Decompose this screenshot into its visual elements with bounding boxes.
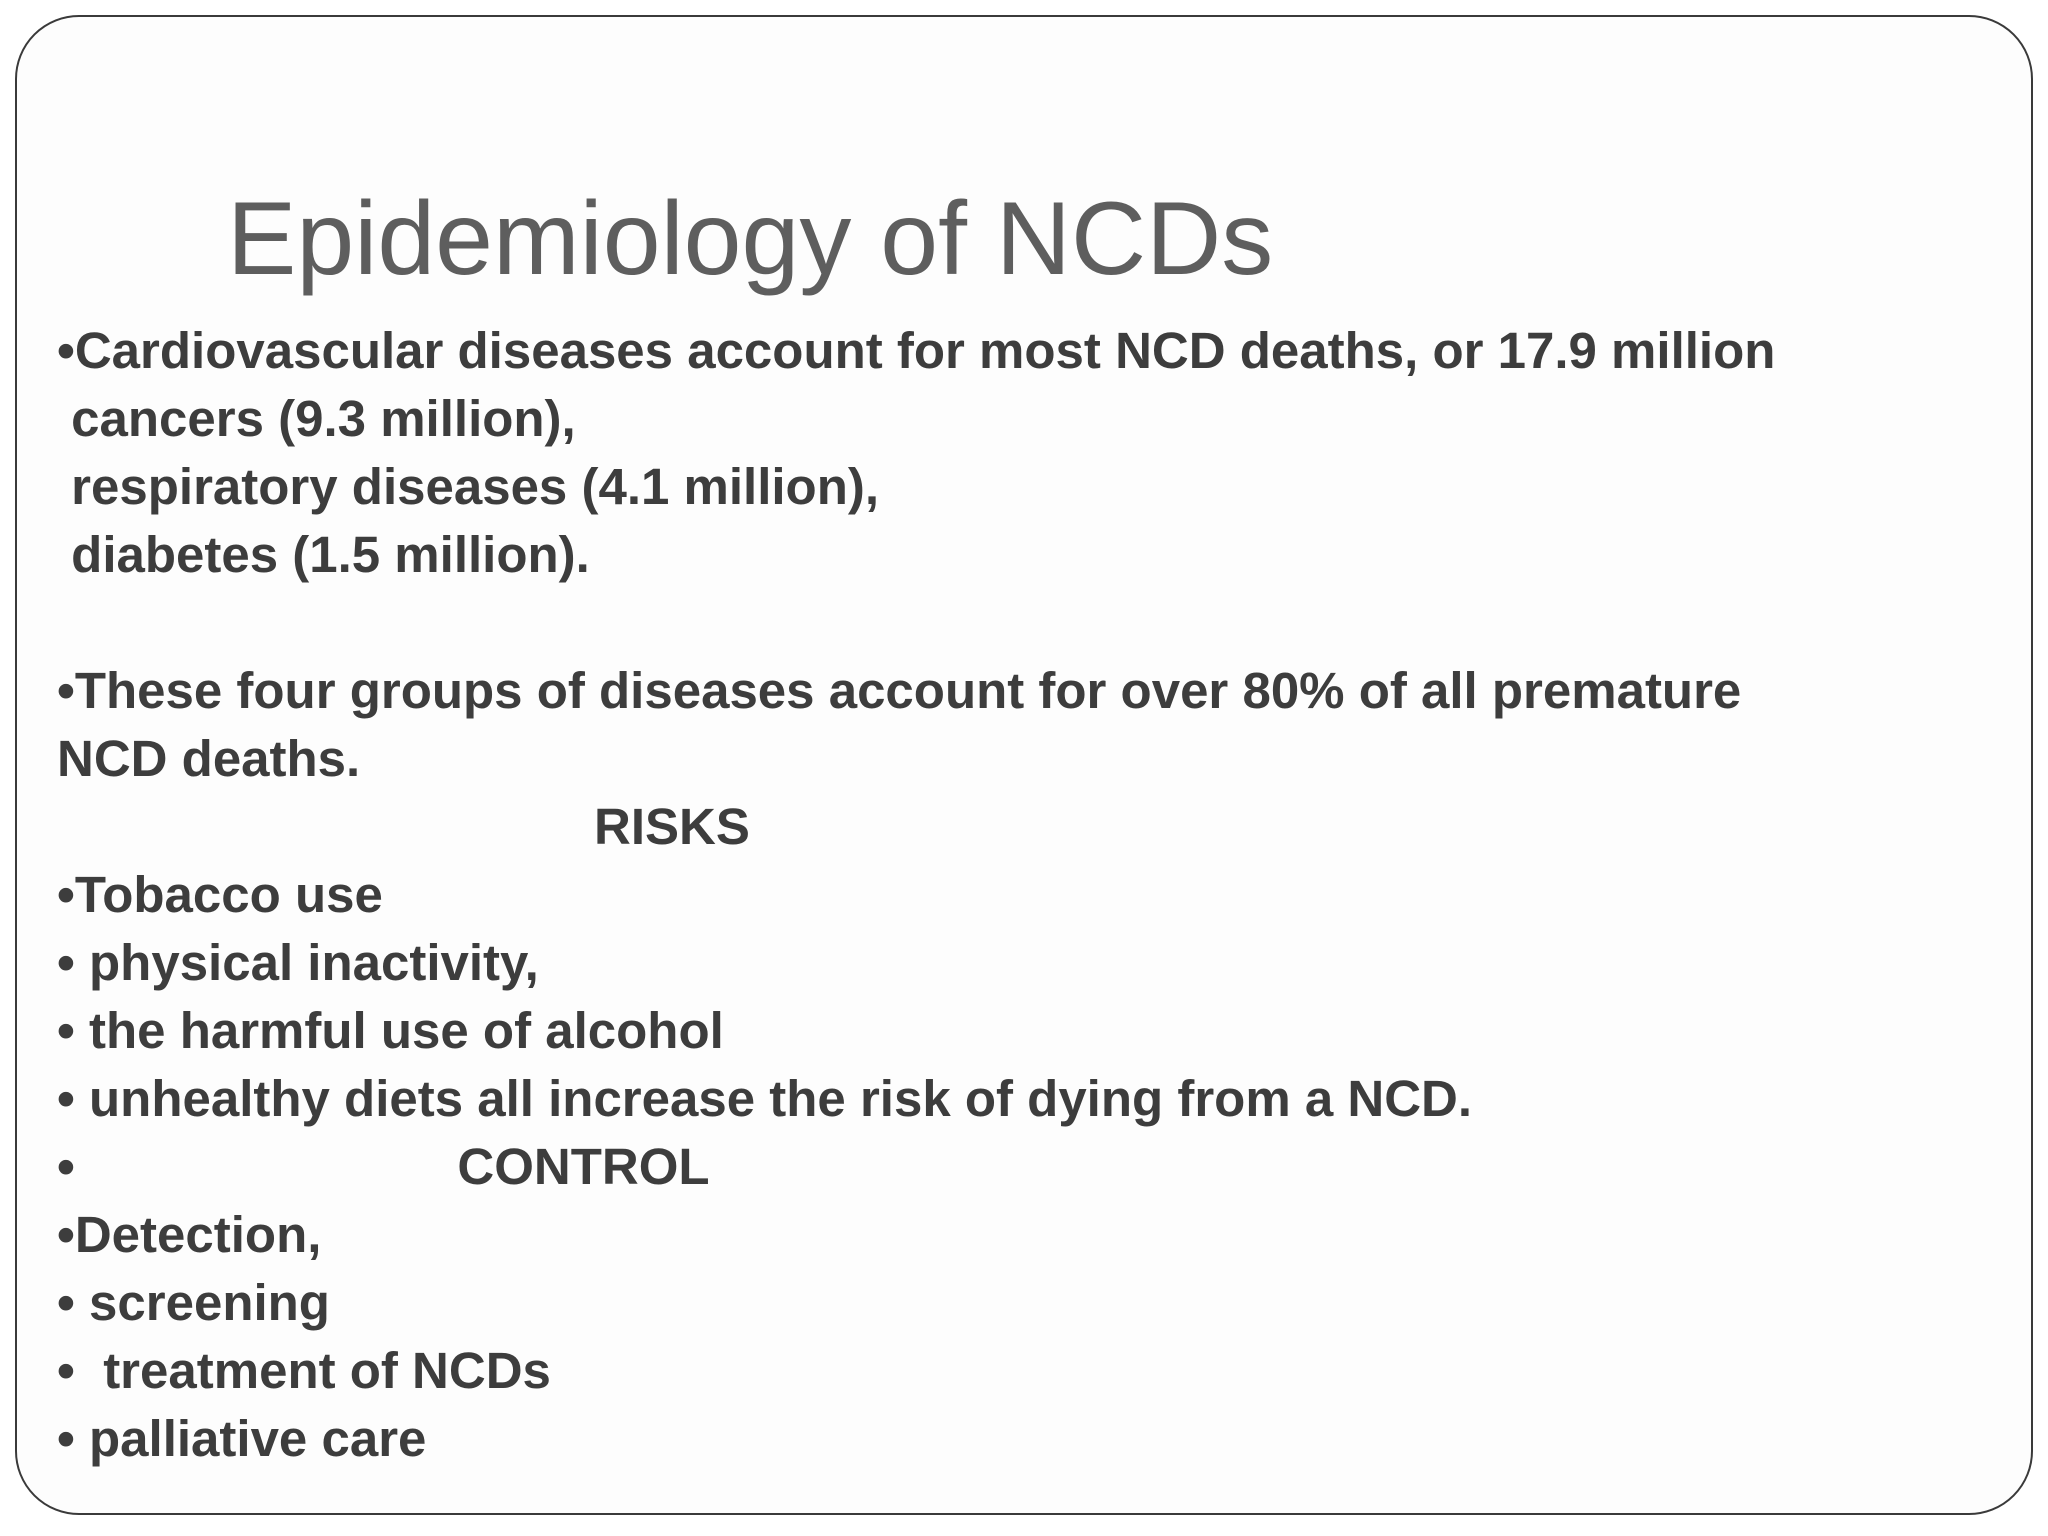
risk-item-physical-inactivity: • physical inactivity, [57,934,539,991]
risk-item-unhealthy-diets: • unhealthy diets all increase the risk of dying from a NCD. [57,1070,1473,1127]
body-line-cardiovascular: •Cardiovascular diseases account for most NCD deaths, or 17.9 million [57,322,1776,379]
body-line-ncd-deaths: NCD deaths. [57,730,361,787]
risk-item-alcohol: • the harmful use of alcohol [57,1002,724,1059]
control-item-treatment: • treatment of NCDs [57,1342,551,1399]
risk-item-tobacco: •Tobacco use [57,866,383,923]
control-item-detection: •Detection, [57,1206,322,1263]
slide-frame [15,15,2033,1515]
body-line-cancers: cancers (9.3 million), [57,390,576,447]
body-line-diabetes: diabetes (1.5 million). [57,526,590,583]
control-item-screening: • screening [57,1274,330,1331]
body-line-respiratory: respiratory diseases (4.1 million), [57,458,880,515]
section-heading-risks: RISKS [594,798,750,855]
section-heading-control: • CONTROL [57,1138,710,1195]
control-item-palliative-care: • palliative care [57,1410,427,1467]
body-line-four-groups: •These four groups of diseases account for over 80% of all premature [57,662,1742,719]
body-line-spacer [57,589,2017,657]
slide-title: Epidemiology of NCDs [227,181,1274,297]
slide-body [57,317,2017,1473]
